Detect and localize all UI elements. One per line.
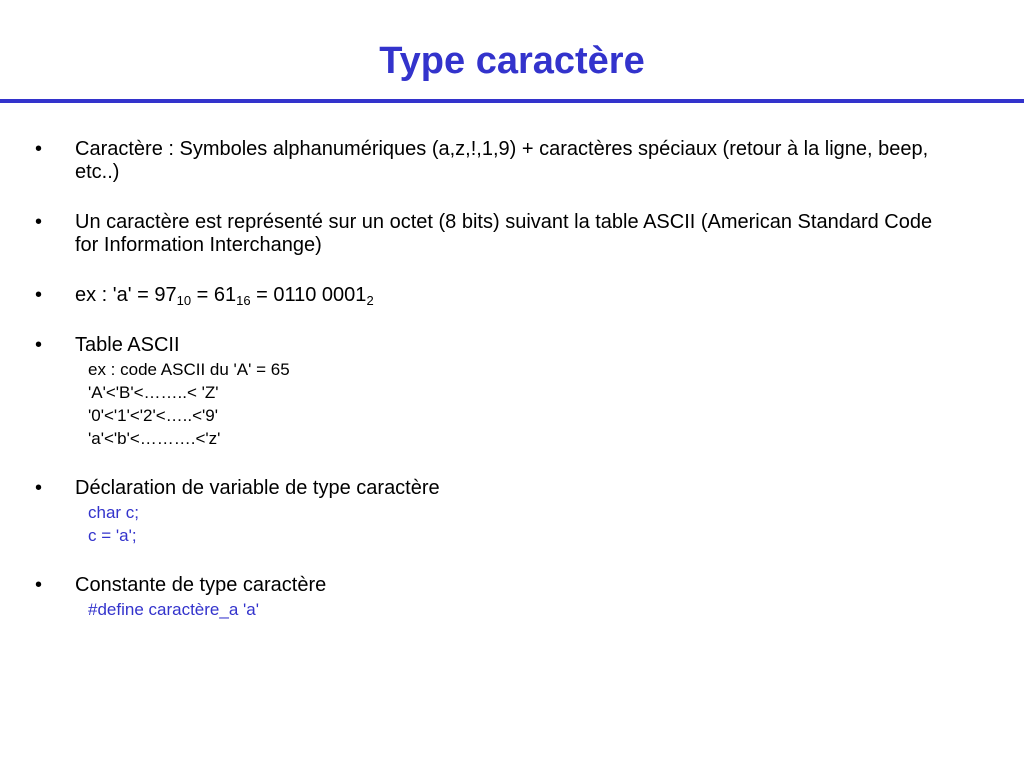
sub-item: '0'<'1'<'2'<…..<'9' (88, 406, 218, 425)
bullet-text: Constante de type caractère (75, 574, 327, 596)
code-sub-list (75, 598, 955, 621)
base-16-subscript: 16 (236, 293, 251, 308)
bullet-text: Un caractère est représenté sur un octet (8 bits) suivant la table ASCII (American Standard Code for Information Interchange) (75, 211, 933, 256)
sub-list (75, 358, 955, 450)
bullet-item-caractere (0, 138, 955, 184)
base-2-subscript: 2 (366, 293, 374, 308)
bullet-icon: • (35, 138, 43, 160)
example-binary: = 0110 0001 (250, 284, 367, 306)
example-prefix: ex : 'a' = 97 (75, 284, 177, 306)
code-line: c = 'a'; (88, 526, 137, 545)
code-sub-list (75, 501, 955, 547)
bullet-icon: • (35, 211, 43, 233)
base-10-subscript: 10 (176, 293, 192, 308)
bullet-text (75, 284, 374, 306)
code-line: #define caractère_a 'a' (88, 600, 259, 619)
slide-title: Type caractère (379, 40, 645, 82)
bullet-item-declaration (0, 477, 955, 547)
sub-item: 'A'<'B'<……..< 'Z' (88, 383, 219, 402)
bullet-item-constant (0, 574, 955, 621)
bullet-text: Table ASCII (75, 334, 180, 356)
title-underline (0, 99, 1024, 103)
example-hex: = 61 (191, 284, 237, 306)
bullet-text: Caractère : Symboles alphanumériques (a,z,!,1,9) + caractères spéciaux (retour à la ligne, beep, etc..) (75, 138, 929, 183)
sub-item: ex : code ASCII du 'A' = 65 (88, 360, 290, 379)
sub-item: 'a'<'b'<……….<'z' (88, 429, 221, 448)
bullet-icon: • (35, 477, 43, 499)
bullet-icon: • (35, 334, 43, 356)
bullet-icon: • (35, 574, 43, 596)
code-line: char c; (88, 503, 140, 522)
bullet-text: Déclaration de variable de type caractère (75, 477, 440, 499)
bullet-icon: • (35, 284, 43, 306)
bullet-item-example (0, 284, 955, 307)
bullet-item-ascii-table (0, 334, 955, 450)
bullet-item-octet (0, 211, 955, 257)
slide-content (0, 138, 1024, 648)
